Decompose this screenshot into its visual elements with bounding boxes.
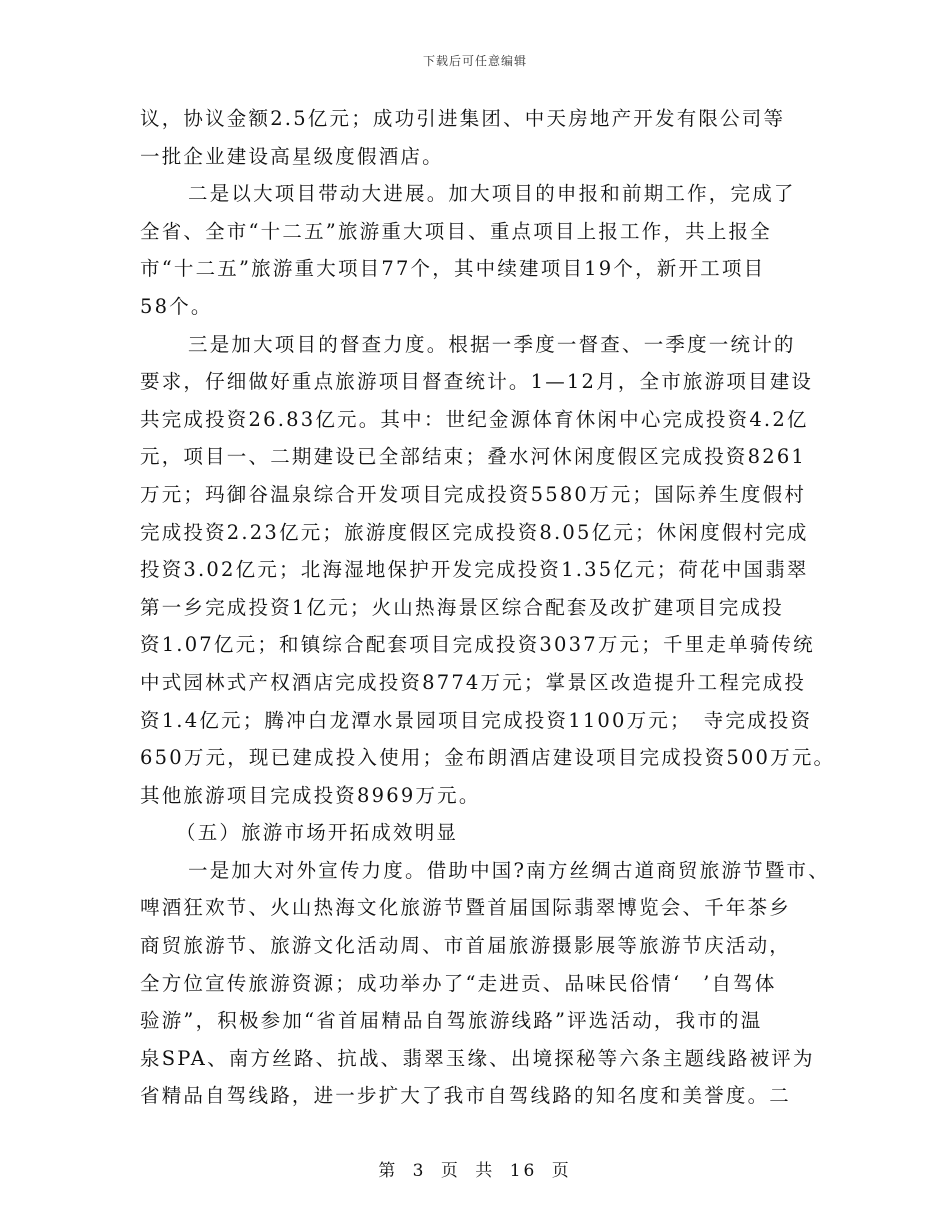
page-footer [0,1156,950,1181]
text-line: 元，项目一、二期建设已全部结束；叠水河休闲度假区完成投资8261 [140,445,807,469]
text-line: 一是加大对外宣传力度。借助中国?南方丝绸古道商贸旅游节暨市、 [188,858,830,882]
text-line: 议，协议金额2.5亿元；成功引进集团、中天房地产开发有限公司等 [140,107,786,130]
footer-total-unit: 页 [551,1161,572,1181]
text-line: 资1.07亿元；和镇综合配套项目完成投资3037万元；千里走单骑传统 [140,633,815,657]
text-line: 省精品自驾线路，进一步扩大了我市自驾线路的知名度和美誉度。二 [140,1084,792,1108]
text-line: 650万元，现已建成投入使用；金布朗酒店建设项目完成投资500万元。 [140,746,836,770]
text-line: 二是以大项目带动大进展。加大项目的申报和前期工作，完成了 [188,182,796,206]
text-line: 58个。 [140,294,213,318]
text-line: 资1.4亿元；腾冲白龙潭水景园项目完成投资1100万元； 寺完成投资 [140,708,813,732]
text-line: 完成投资2.23亿元；旅游度假区完成投资8.05亿元；休闲度假村完成 [140,520,809,544]
footer-total-pages: 16 [509,1161,538,1181]
text-line: 全方位宣传旅游资源；成功举办了“走进贡、品味民俗情‘ ’自驾体 [140,971,777,995]
text-line: 其他旅游项目完成投资8969万元。 [140,783,481,807]
footer-page-number: 3 [412,1161,427,1181]
footer-total-label: 共 [475,1161,496,1181]
text-line: 第一乡完成投资1亿元；火山热海景区综合配套及改扩建项目完成投 [140,595,784,619]
text-line: 要求，仔细做好重点旅游项目督查统计。1—12月，全市旅游项目建设 [140,370,814,394]
text-line: 共完成投资26.83亿元。其中：世纪金源体育休闲中心完成投资4.2亿 [140,407,809,431]
text-line: 万元；玛御谷温泉综合开发项目完成投资5580万元；国际养生度假村 [140,482,807,506]
text-line: 三是加大项目的督查力度。根据一季度一督查、一季度一统计的 [188,332,796,356]
text-line: 全省、全市“十二五”旅游重大项目、重点项目上报工作，共上报全 [140,219,772,243]
text-line: （五）旅游市场开拓成效明显 [176,821,459,845]
text-line: 商贸旅游节、旅游文化活动周、市首届旅游摄影展等旅游节庆活动， [140,934,792,958]
text-line: 市“十二五”旅游重大项目77个，其中续建项目19个，新开工项目 [140,257,766,281]
text-line: 投资3.02亿元；北海湿地保护开发完成投资1.35亿元；荷花中国翡翠 [140,558,809,582]
text-line: 验游”，积极参加“省首届精品自驾旅游线路”评选活动，我市的温 [140,1009,763,1033]
text-line: 一批企业建设高星级度假酒店。 [140,144,444,168]
text-line: 中式园林式产权酒店完成投资8774万元；掌景区改造提升工程完成投 [140,670,807,694]
text-line: 啤酒狂欢节、火山热海文化旅游节暨首届国际翡翠博览会、千年茶乡 [140,896,792,920]
page-header: 下载后可任意编辑 [422,54,527,68]
document-body [140,100,836,1115]
footer-page-unit: 页 [440,1161,461,1181]
footer-page-label: 第 [378,1161,399,1181]
text-line: 泉SPA、南方丝路、抗战、翡翠玉缘、出境探秘等六条主题线路被评为 [140,1046,815,1070]
